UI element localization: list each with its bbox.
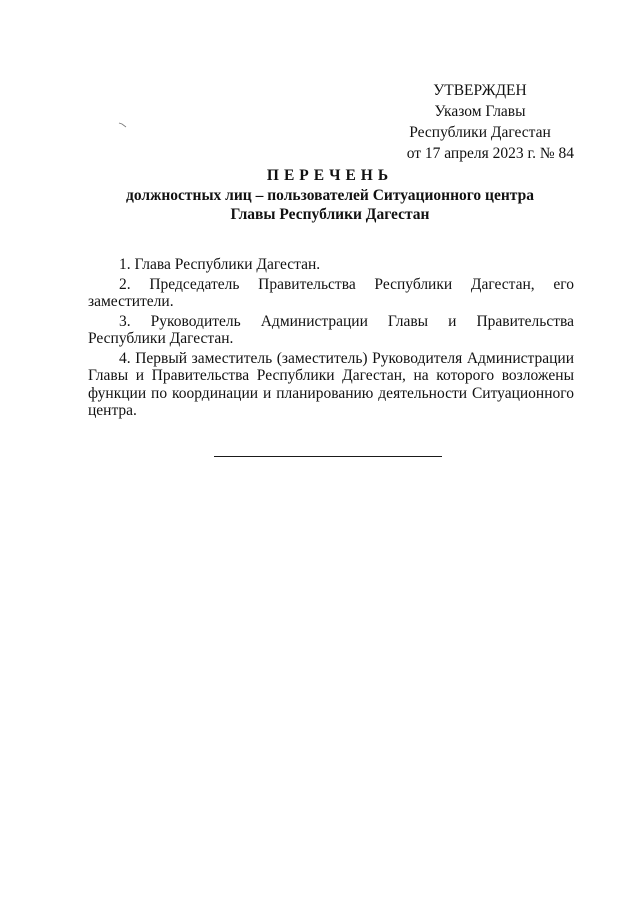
document-subtitle-line-2: Главы Республики Дагестан bbox=[230, 206, 430, 223]
approval-stamp bbox=[390, 80, 574, 164]
list-item: 1. Глава Республики Дагестан. bbox=[119, 256, 321, 273]
document-title: ПЕРЕЧЕНЬ bbox=[266, 167, 394, 184]
approval-decree-line: Указом Главы bbox=[434, 103, 526, 120]
approval-republic-line: Республики Дагестан bbox=[409, 124, 551, 141]
list-item: 2. Председатель Правительства Республики Дагестан, его заместители. bbox=[88, 275, 574, 310]
officials-list bbox=[88, 256, 574, 422]
approval-date-line: от 17 апреля 2023 г. № 84 bbox=[406, 145, 574, 162]
end-divider-line bbox=[214, 456, 442, 457]
list-item: 3. Руководитель Администрации Главы и Правительства Республики Дагестан. bbox=[88, 312, 574, 347]
document-heading bbox=[90, 166, 570, 224]
scan-speck-mark bbox=[118, 122, 128, 128]
document-subtitle-line-1: должностных лиц – пользователей Ситуационного центра bbox=[126, 187, 534, 204]
approval-status: УТВЕРЖДЕН bbox=[433, 82, 527, 99]
list-item: 4. Первый заместитель (заместитель) Руководителя Администрации Главы и Правительства Республики Дагестан, на которого возложены функции по координации и планированию деятельности Ситуационного центра. bbox=[88, 349, 574, 419]
